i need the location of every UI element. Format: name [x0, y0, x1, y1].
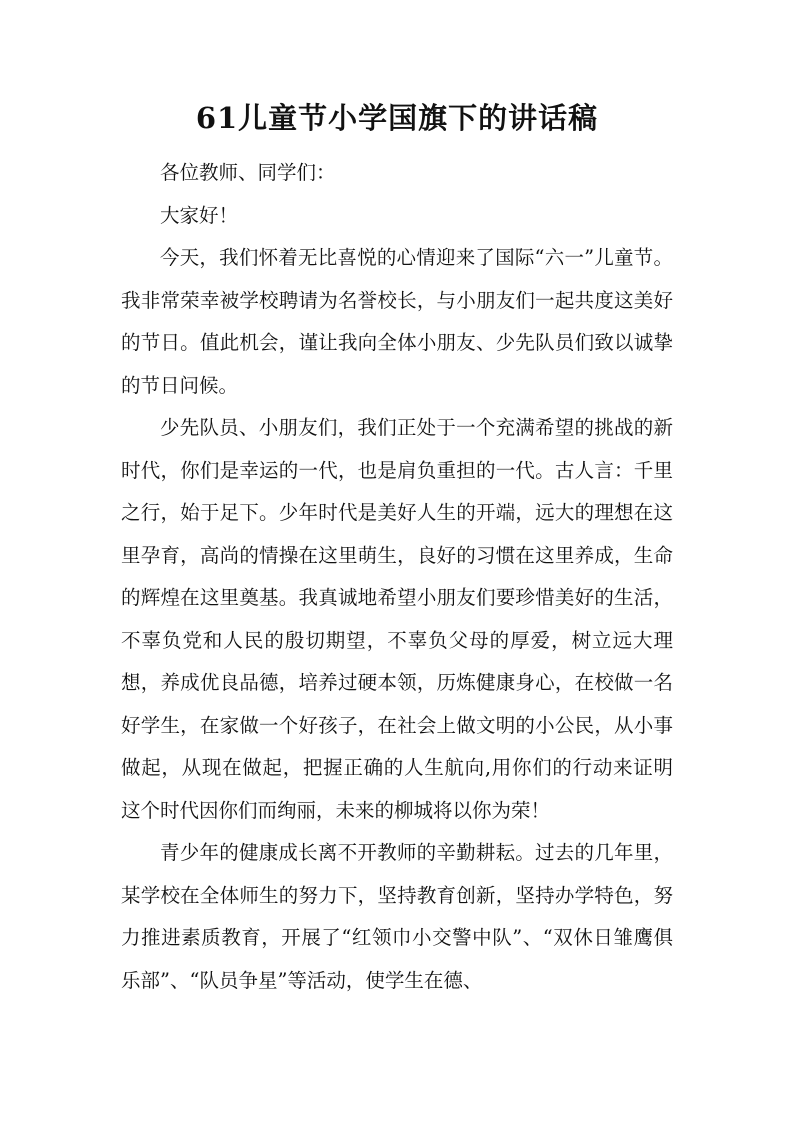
document-body — [121, 152, 673, 1002]
paragraph: 少先队员、小朋友们，我们正处于一个充满希望的挑战的新时代，你们是幸运的一代，也是肩负重担的一代。古人言：千里之行，始于足下。少年时代是美好人生的开端，远大的理想在这里孕育，高尚的情操在这里萌生，良好的习惯在这里养成，生命的辉煌在这里奠基。我真诚地希望小朋友们要珍惜美好的生活，不辜负党和人民的殷切期望，不辜负父母的厚爱，树立远大理想，养成优良品德，培养过硬本领，历炼健康身心，在校做一名好学生，在家做一个好孩子，在社会上做文明的小公民，从小事做起，从现在做起，把握正确的人生航向,用你们的行动来证明这个时代因你们而绚丽，未来的柳城将以你为荣！ — [121, 416, 673, 822]
greeting: 大家好！ — [160, 203, 239, 227]
paragraph: 青少年的健康成长离不开教师的辛勤耕耘。过去的几年里，某学校在全体师生的努力下，坚持教育创新，坚持办学特色，努力推进素质教育，开展了“红领巾小交警中队”、“双休日雏鹰俱乐部”、“队员争星”等活动，使学生在德、 — [121, 841, 673, 992]
salutation: 各位教师、同学们： — [160, 161, 336, 184]
paragraph: 今天，我们怀着无比喜悦的心情迎来了国际“六一”儿童节。我非常荣幸被学校聘请为名誉校长，与小朋友们一起共度这美好的节日。值此机会，谨让我向全体小朋友、少先队员们致以诚挚的节日问候。 — [121, 246, 673, 397]
document-title: 61儿童节小学国旗下的讲话稿 — [195, 101, 599, 135]
